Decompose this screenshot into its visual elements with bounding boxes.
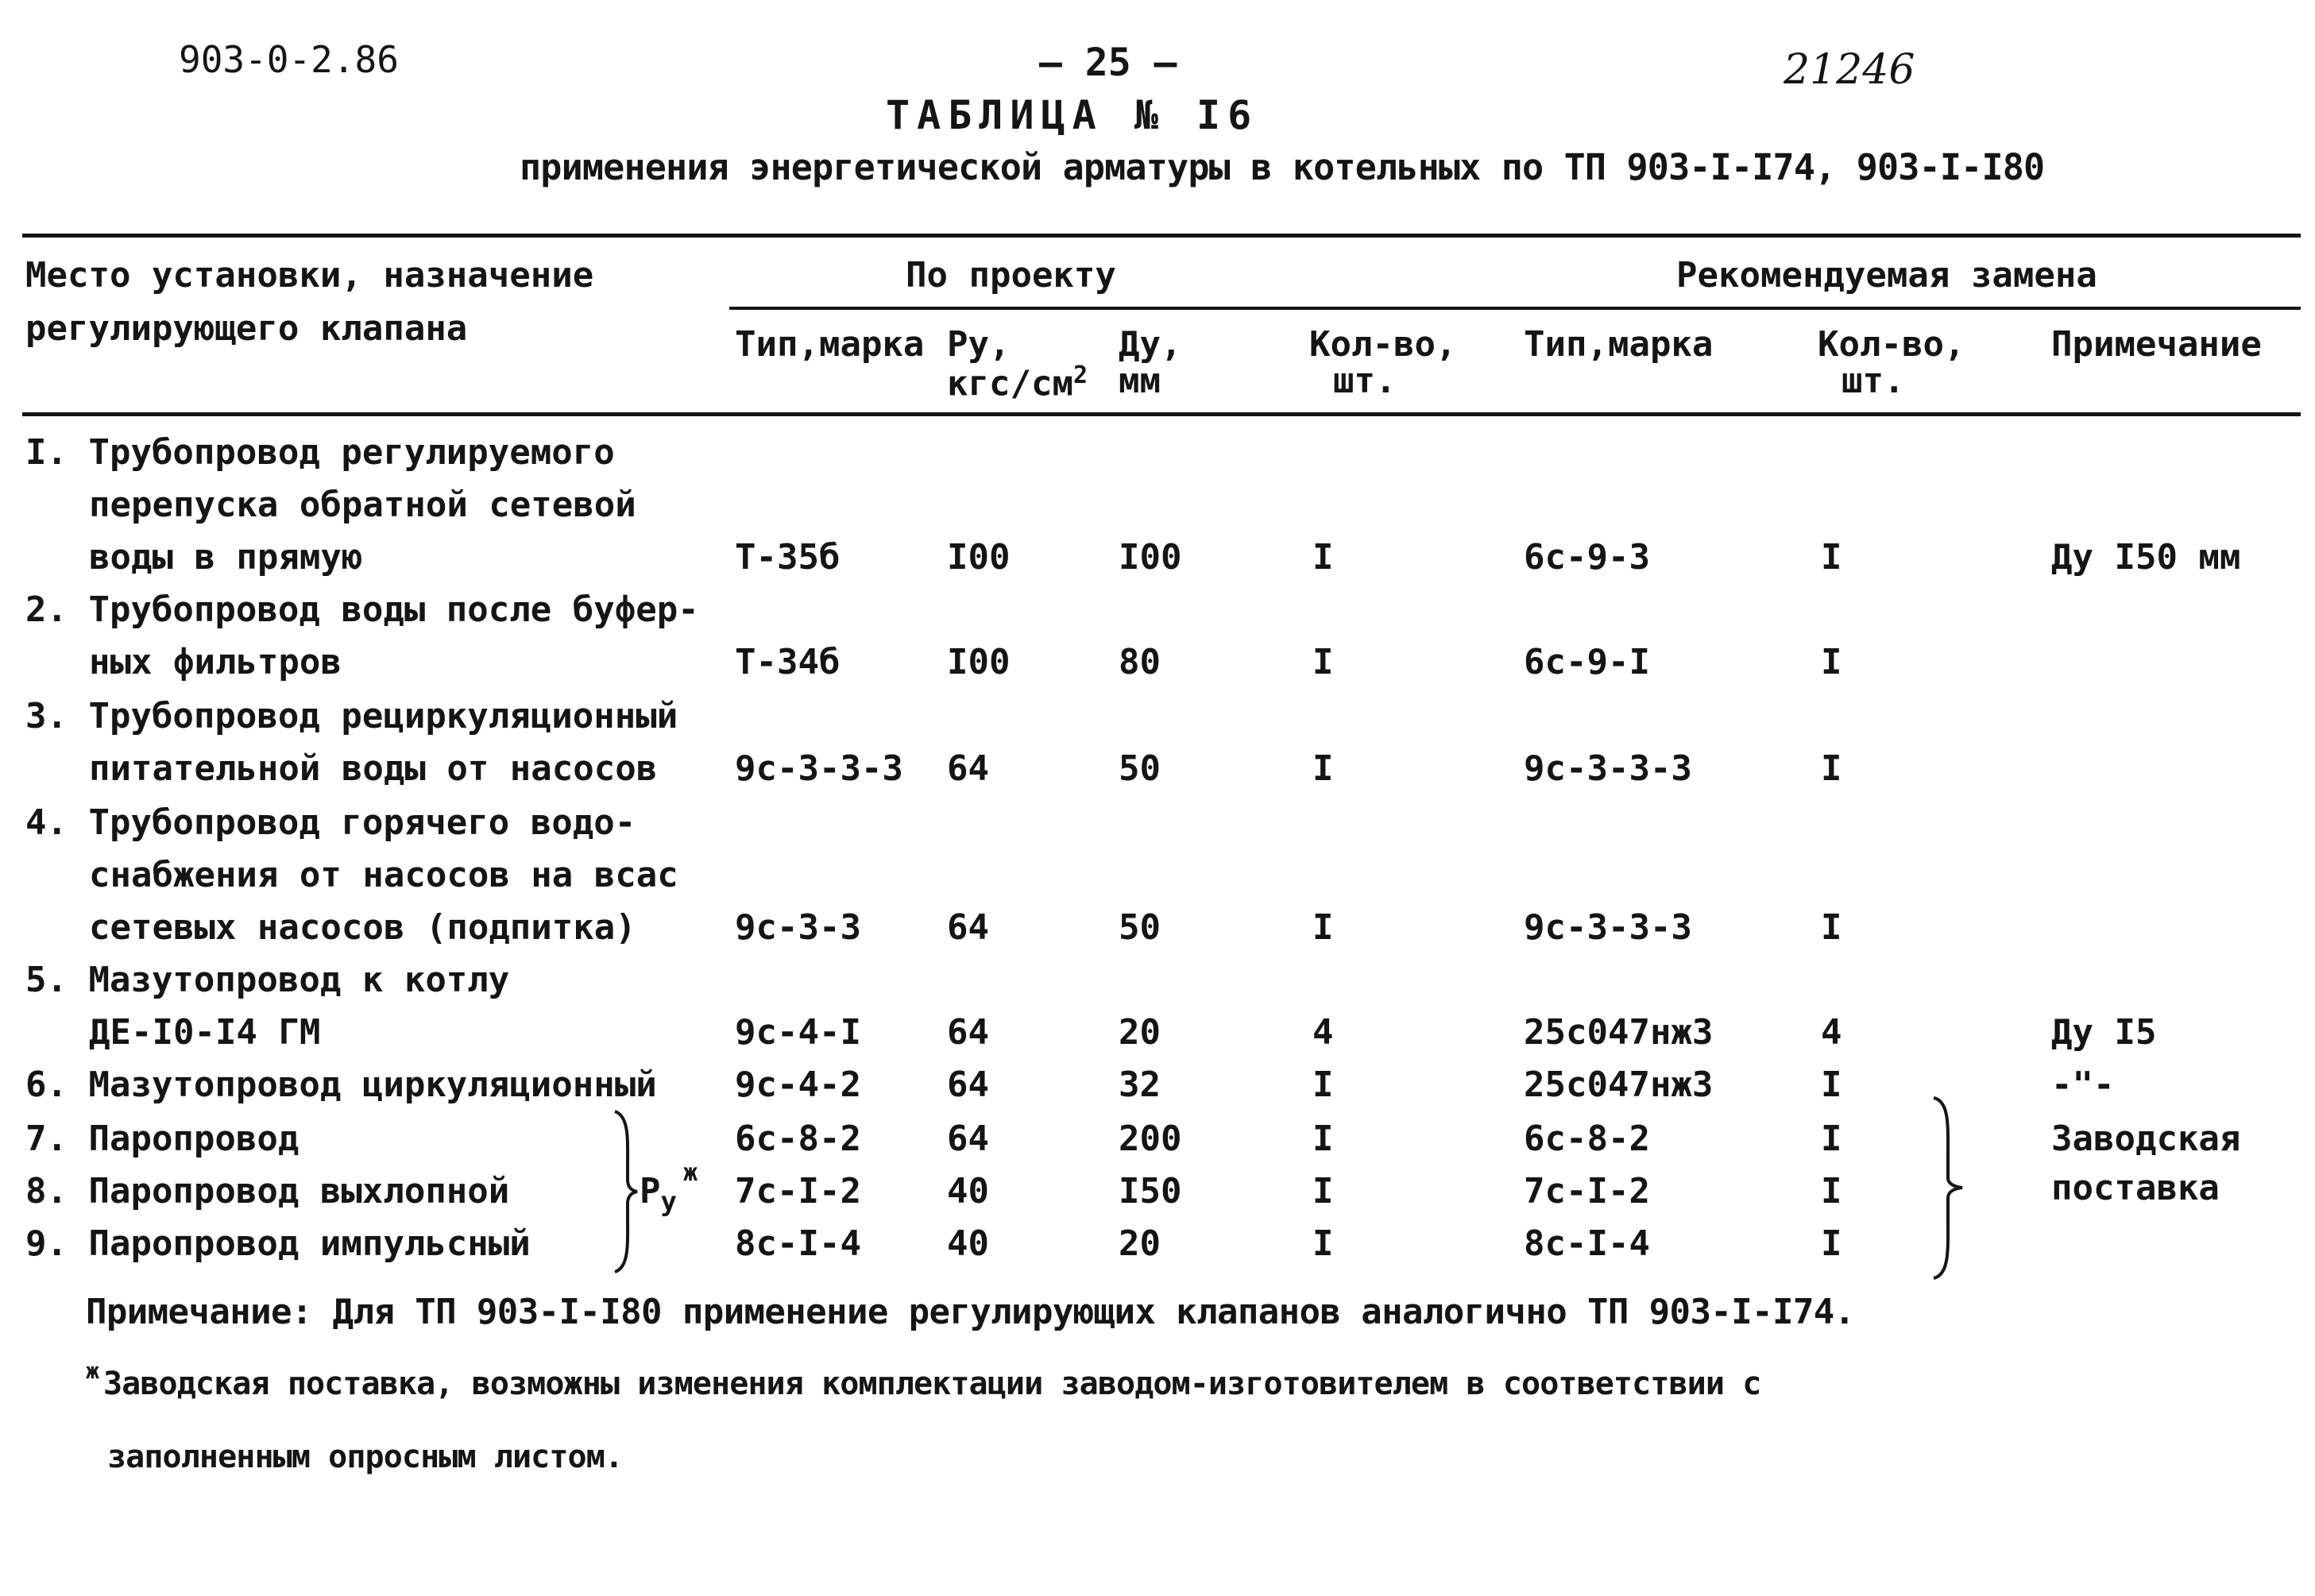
footnote-star-mark: ж: [86, 1358, 99, 1384]
row-8-place-line-1: 8. Паропровод выхлопной: [25, 1171, 510, 1211]
row-7-type: 6с-8-2: [735, 1119, 861, 1159]
row-4-rec-type: 9с-3-3-3: [1524, 907, 1692, 948]
row-7-qty: I: [1312, 1119, 1334, 1159]
page-number: – 25 –: [1039, 41, 1177, 85]
col-header-rec-qty-unit: шт.: [1842, 361, 1905, 401]
col-header-qty: Кол-во,: [1309, 324, 1457, 365]
col-header-pressure-unit: кгс/$см^2$: [947, 361, 1088, 404]
row-5-qty: 4: [1312, 1012, 1334, 1053]
table-title: ТАБЛИЦА № I6: [886, 92, 1259, 138]
footnote-note: Примечание: Для ТП 903-I-I80 применение регулирующих клапанов аналогично ТП 903-I-I74.: [86, 1292, 1855, 1332]
subheader-rule: [729, 307, 2301, 310]
row-3-type: 9с-3-3-3: [735, 748, 903, 789]
row-1-type: Т-35б: [735, 537, 841, 578]
row-9-rec-type: 8с-I-4: [1524, 1223, 1650, 1264]
row-6-pressure: 64: [947, 1065, 989, 1105]
row-2-rec-qty: I: [1821, 642, 1842, 682]
doc-code: 903-0-2.86: [179, 38, 399, 81]
row-8-diameter: I50: [1119, 1171, 1182, 1211]
row-9-rec-qty: I: [1821, 1223, 1842, 1264]
col-header-qty-unit: шт.: [1333, 361, 1397, 401]
row-8-rec-type: 7с-I-2: [1524, 1171, 1650, 1211]
row-4-type: 9с-3-3: [735, 907, 861, 948]
row-6-type: 9с-4-2: [735, 1065, 861, 1105]
row-8-pressure: 40: [947, 1171, 989, 1211]
row-4-pressure: 64: [947, 907, 989, 948]
row-1-rec-qty: I: [1821, 537, 1842, 578]
row-1-diameter: I00: [1119, 537, 1182, 578]
row-2-type: Т-34б: [735, 642, 841, 682]
header-bottom-rule: [22, 412, 2301, 416]
row-4-place-line-1: 4. Трубопровод горячего водо-: [25, 802, 636, 843]
row-3-place-line-2: питательной воды от насосов: [89, 748, 658, 789]
row-6-diameter: 32: [1119, 1065, 1161, 1105]
row-2-qty: I: [1312, 642, 1334, 682]
col-header-diameter: Ду,: [1119, 324, 1182, 365]
row-1-pressure: I00: [947, 537, 1011, 578]
row-1-place-line-2: перепуска обратной сетевой: [89, 485, 636, 525]
row-5-diameter: 20: [1119, 1012, 1161, 1053]
row-3-pressure: 64: [947, 748, 989, 789]
row-1-note: Ду I50 мм: [2051, 537, 2241, 578]
row-9-qty: I: [1312, 1223, 1334, 1264]
row-6-rec-qty: I: [1821, 1065, 1842, 1105]
factory-supply-note-line2: поставка: [2051, 1168, 2220, 1208]
row-2-place-line-1: 2. Трубопровод воды после буфер-: [25, 589, 699, 630]
row-8-qty: I: [1312, 1171, 1334, 1211]
col-header-by-project: По проекту: [906, 255, 1116, 296]
row-3-rec-type: 9с-3-3-3: [1524, 748, 1692, 789]
row-5-type: 9с-4-I: [735, 1012, 861, 1053]
factory-supply-brace: [1930, 1095, 1965, 1281]
row-9-diameter: 20: [1119, 1223, 1161, 1264]
row-1-place-line-3: воды в прямую: [89, 537, 363, 578]
row-7-rec-qty: I: [1821, 1119, 1842, 1159]
row-7-place-line-1: 7. Паропровод: [25, 1119, 300, 1159]
row-8-rec-qty: I: [1821, 1171, 1842, 1211]
col-header-diameter-unit: мм: [1119, 361, 1161, 401]
row-7-pressure: 64: [947, 1119, 989, 1159]
footnote-star-line2: заполненным опросным листом.: [107, 1439, 624, 1475]
col-header-place: Место установки, назначение: [25, 255, 594, 296]
row-4-diameter: 50: [1119, 907, 1161, 948]
row-6-rec-type: 25с047нж3: [1524, 1065, 1714, 1105]
handwritten-number: 21246: [1784, 46, 1915, 94]
py-group-label: $Р_у$: [640, 1171, 677, 1218]
col-header-rec-type-mark: Тип,марка: [1524, 324, 1714, 365]
row-9-type: 8с-I-4: [735, 1223, 861, 1264]
row-5-pressure: 64: [947, 1012, 989, 1053]
row-4-qty: I: [1312, 907, 1334, 948]
py-group-star: ж: [683, 1159, 698, 1187]
row-4-place-line-2: снабжения от насосов на всас: [89, 855, 678, 895]
col-header-recommended: Рекомендуемая замена: [1676, 255, 2097, 296]
table-top-rule: [22, 234, 2301, 238]
row-5-rec-qty: 4: [1821, 1012, 1842, 1053]
row-1-qty: I: [1312, 537, 1334, 578]
col-header-pressure: Ру,: [947, 324, 1011, 365]
row-2-pressure: I00: [947, 642, 1011, 682]
row-2-place-line-2: ных фильтров: [89, 642, 342, 682]
row-9-place-line-1: 9. Паропровод импульсный: [25, 1223, 531, 1264]
row-2-diameter: 80: [1119, 642, 1161, 682]
table-subtitle: применения энергетической арматуры в котельных по ТП 903-I-I74, 903-I-I80: [520, 146, 2045, 188]
row-7-rec-type: 6с-8-2: [1524, 1119, 1650, 1159]
col-header-place-line2: регулирующего клапана: [25, 308, 468, 349]
col-header-type-mark: Тип,марка: [735, 324, 925, 365]
row-3-rec-qty: I: [1821, 748, 1842, 789]
col-header-note: Примечание: [2051, 324, 2262, 365]
row-3-diameter: 50: [1119, 748, 1161, 789]
py-group-brace: [612, 1108, 640, 1275]
row-2-rec-type: 6с-9-I: [1524, 642, 1650, 682]
row-6-note: -"-: [2051, 1065, 2115, 1105]
row-5-rec-type: 25с047нж3: [1524, 1012, 1714, 1053]
row-8-type: 7с-I-2: [735, 1171, 861, 1211]
row-3-qty: I: [1312, 748, 1334, 789]
row-9-pressure: 40: [947, 1223, 989, 1264]
row-5-place-line-1: 5. Мазутопровод к котлу: [25, 960, 510, 1000]
row-4-rec-qty: I: [1821, 907, 1842, 948]
col-header-rec-qty: Кол-во,: [1818, 324, 1965, 365]
row-5-note: Ду I5: [2051, 1012, 2157, 1053]
footnote-star-line1: Заводская поставка, возможны изменения комплектации заводом-изготовителем в соответствии с: [103, 1366, 1761, 1402]
row-1-rec-type: 6с-9-3: [1524, 537, 1650, 578]
row-5-place-line-2: ДЕ-I0-I4 ГМ: [89, 1012, 321, 1053]
row-1-place-line-1: I. Трубопровод регулируемого: [25, 432, 615, 473]
row-3-place-line-1: 3. Трубопровод рециркуляционный: [25, 696, 678, 736]
row-7-diameter: 200: [1119, 1119, 1182, 1159]
row-4-place-line-3: сетевых насосов (подпитка): [89, 907, 636, 948]
factory-supply-note-line1: Заводская: [2051, 1119, 2241, 1159]
row-6-place-line-1: 6. Мазутопровод циркуляционный: [25, 1065, 657, 1105]
row-6-qty: I: [1312, 1065, 1334, 1105]
